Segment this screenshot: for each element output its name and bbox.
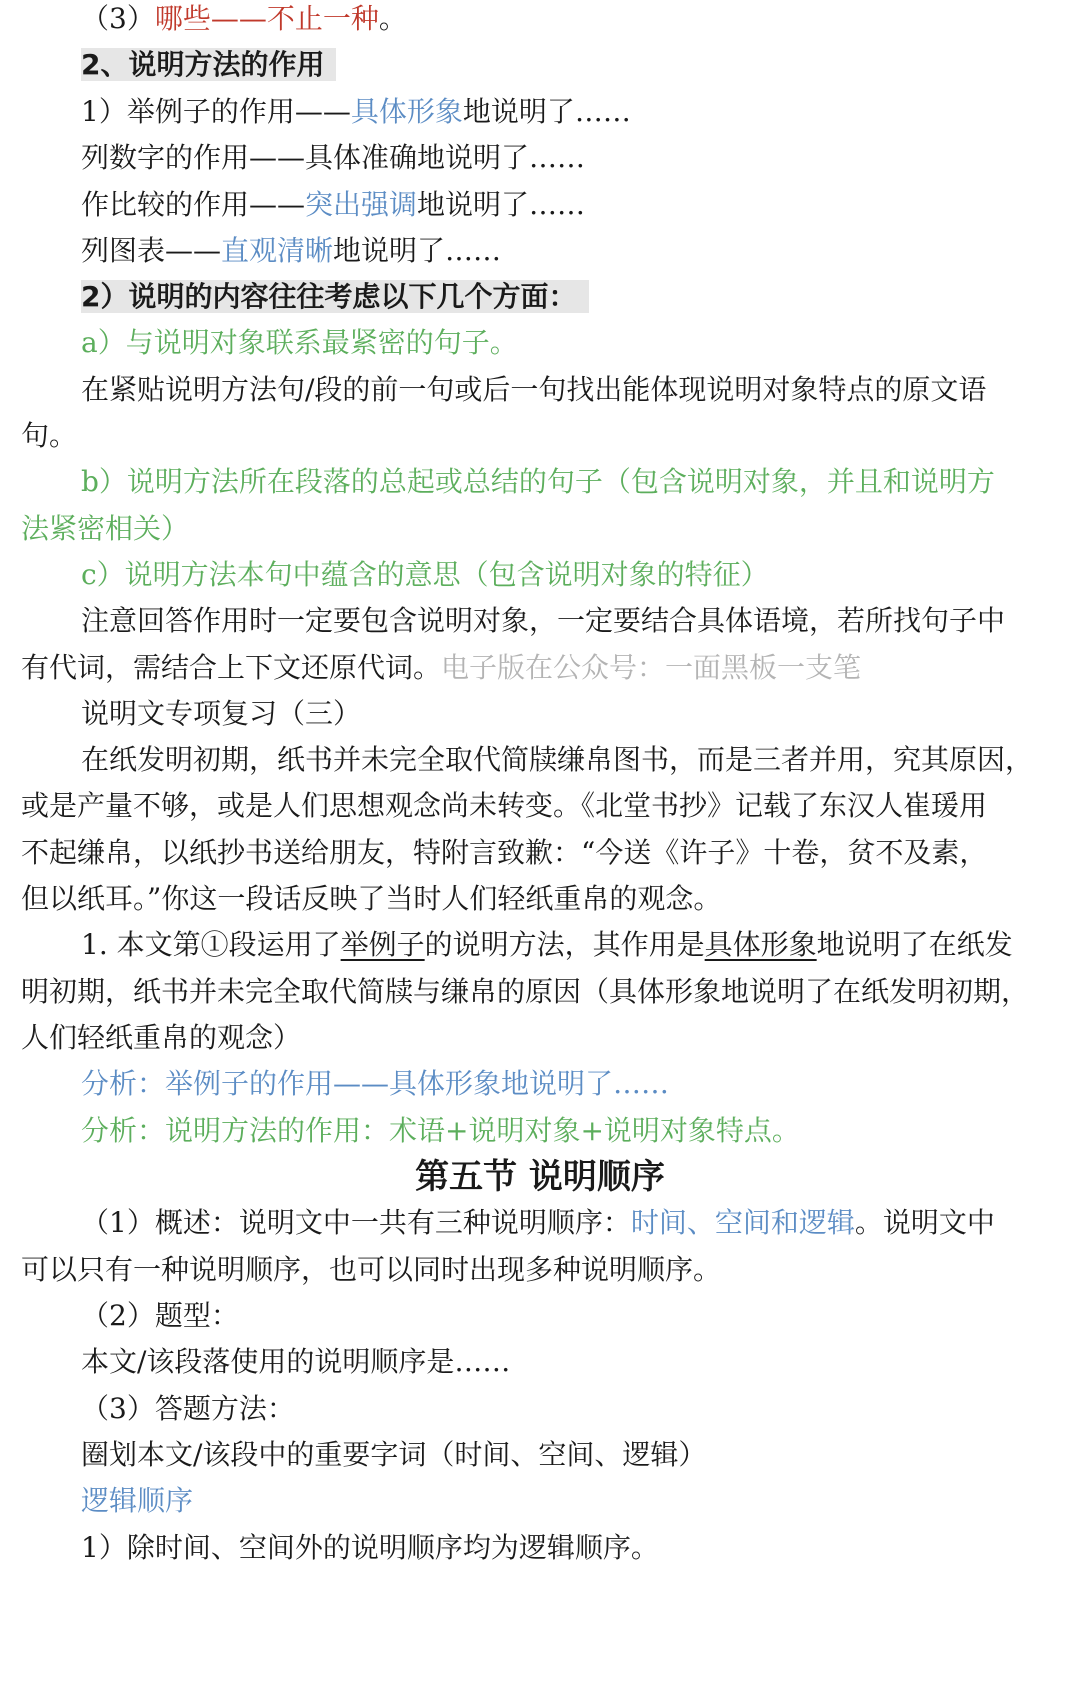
passage-line: 在纸发明初期，纸书并未完全取代简牍缣帛图书，而是三者并用，究其原因，: [81, 743, 1034, 776]
answer-method-line: 圈划本文/该段中的重要字词（时间、空间、逻辑）: [81, 1438, 707, 1471]
line-point-c: c）说明方法本句中蕴含的意思（包含说明对象的特征）: [81, 558, 769, 591]
section-heading-method-function: 2、说明方法的作用: [0, 40, 1080, 90]
overview-line: （1）概述：说明文中一共有三种说明顺序：时间、空间和逻辑。说明文中: [81, 1206, 995, 1239]
line-point-b-cont: 法紧密相关）: [21, 512, 190, 545]
line-comparison-function: 作比较的作用——突出强调地说明了……: [81, 188, 586, 221]
section-heading-content-aspects: 2）说明的内容往往考虑以下几个方面：: [0, 272, 1080, 322]
line-point-b: b）说明方法所在段落的总起或总结的句子（包含说明对象，并且和说明方: [81, 465, 995, 498]
line-point-a: a）与说明对象联系最紧密的句子。: [81, 326, 518, 359]
subheading-review-3: 说明文专项复习（三）: [81, 697, 362, 730]
line-question-3: （3）哪些——不止一种。: [81, 2, 407, 35]
passage-line: 但以纸耳。”你这一段话反映了当时人们轻纸重帛的观念。: [21, 882, 722, 915]
passage-line: 或是产量不够，或是人们思想观念尚未转变。《北堂书抄》记载了东汉人崔瑗用: [21, 789, 988, 822]
line-chart-function: 列图表——直观清晰地说明了……: [81, 234, 502, 267]
analysis-line-1: 分析：举例子的作用——具体形象地说明了……: [81, 1067, 670, 1100]
question-1-line: 1. 本文第①段运用了举例子的说明方法，其作用是具体形象地说明了在纸发: [81, 928, 1013, 961]
question-1-line: 明初期，纸书并未完全取代简牍与缣帛的原因（具体形象地说明了在纸发明初期，: [21, 975, 1030, 1008]
section-title-order: 第五节 说明顺序: [415, 1157, 665, 1197]
question-type-line: 本文/该段落使用的说明顺序是……: [81, 1345, 511, 1378]
question-type-label: （2）题型：: [81, 1299, 239, 1332]
analysis-line-2: 分析：说明方法的作用：术语+说明对象+说明对象特点。: [81, 1114, 800, 1147]
logic-order-label: 逻辑顺序: [81, 1484, 194, 1517]
paragraph-line: 注意回答作用时一定要包含说明对象，一定要结合具体语境，若所找句子中: [81, 604, 1006, 637]
passage-line: 不起缣帛，以纸抄书送给朋友，特附言致歉：“今送《许子》十卷，贫不及素，: [21, 836, 988, 869]
red-highlight-text: 哪些——不止一种: [154, 2, 379, 35]
line-numbers-function: 列数字的作用——具体准确地说明了……: [81, 141, 586, 174]
paragraph-line: 句。: [21, 419, 78, 452]
question-1-line: 人们轻纸重帛的观念）: [21, 1021, 302, 1054]
overview-line: 可以只有一种说明顺序，也可以同时出现多种说明顺序。: [21, 1253, 722, 1286]
watermark-text: 电子版在公众号：一面黑板一支笔: [441, 651, 862, 684]
logic-order-line: 1）除时间、空间外的说明顺序均为逻辑顺序。: [81, 1531, 659, 1564]
line-example-function: 1）举例子的作用——具体形象地说明了……: [81, 95, 631, 128]
paragraph-line: 在紧贴说明方法句/段的前一句或后一句找出能体现说明对象特点的原文语: [81, 373, 987, 406]
answer-method-label: （3）答题方法：: [81, 1392, 295, 1425]
paragraph-line: 有代词，需结合上下文还原代词。电子版在公众号：一面黑板一支笔: [21, 651, 862, 684]
